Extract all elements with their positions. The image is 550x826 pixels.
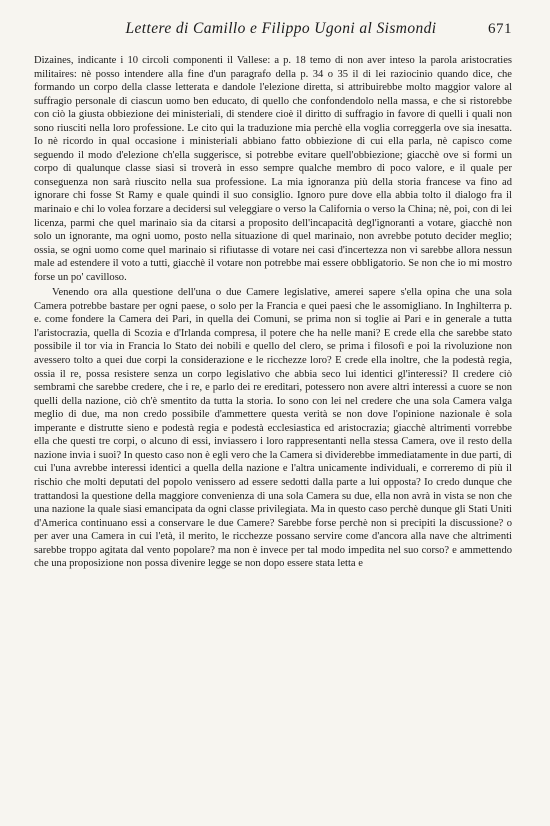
page-number: 671 (488, 21, 512, 37)
paragraph: Venendo ora alla questione dell'una o due Camere legislative, amerei sapere s'ella opina che una sola Camera potrebbe bastare per ogni paese, o solo per la Francia e quei paesi che le assomigliano. In Inghilterra p. e. come fondere la Camera dei Pari, in quella dei Comuni, se prima non si toglie ai Pari e in generale a tutta l'aristocrazia, quella di Scozia e d'Irlanda compresa, il potere che ha nelle mani? E crede ella che sarebbe stato possibile il tor via in Francia lo Stato dei nobili e quello del clero, se prima i filosofi e poi la rivoluzione non avessero tolto a quei due corpi la considerazione e le ricchezze loro? E crede ella inoltre, che la podestà regia, ossia il re, possa resistere senza un corpo legislativo che abbia seco lui identici gl'interessi? Il credere ciò sembrami che sarebbe credere, che i re, e parlo dei re ereditari, potessero non avere altri interessi a cuore se non quelli della nazione, ciò ch'è smentito da tutta la storia. Io sono con lei nel credere che una sola Camera valga meglio di due, ma non credo possibile d'ammettere questa verità se non dove l'opinione nazionale è sola imperante e distrutte sieno e podestà regia e podestà ecclesiastica ed aristocrazia; giacchè altrimenti vorrebbe ella che questi tre corpi, o alcuno di essi, inviassero i loro rappresentanti nella stessa Camera, ove il resto della nazione invia i suoi? In questo caso non è egli vero che la Camera si dividerebbe immediatamente in due parti, di cui l'una avrebbe interessi identici a quella della nazione e l'altra unicamente individuali, e correremo di più il rischio che molti deputati del popolo venissero ad essere sedotti dalla parte a lui opposta? Io credo dunque che trattandosi la questione della maggiore convenienza di una sola Camera su due, ella non avrà in vista se non che una nazione la quale siasi emancipata da ogni classe privilegiata. Ma in questo caso perchè dunque gli Stati Uniti d'America continuano essi a conservare le due Camere? Sarebbe forse perchè non si precipiti la discussione? o per aver una Camera in cui l'età, il merito, le ricchezze possano servire come d'ancora alla nave che altrimenti sarebbe troppo agitata dal vento popolare? ma non è invece per tal modo impedita nel suo corso? e ammettendo che una proposizione non possa divenire legge se non dopo essere stata letta e (34, 287, 512, 570)
body-text (34, 54, 512, 571)
paragraph: Dizaines, indicante i 10 circoli componenti il Vallese: a p. 18 temo di non aver inteso la parola aristocraties militaires: nè posso intendere alla fine d'un paragrafo della p. 34 o 35 il di lei raziocinio quando dice, che formando un corpo della classe letterata e dandole l'elezione diretta, si attribuirebbe molto maggior valore al suffragio personale di ciascun uomo ben educato, di quello che confondendolo nella massa, e che si ristorebbe con ciò la giusta obbiezione dei ministeriali, di stendere cioè il diritto di suffragio in favore di quelli i quali non sono riusciti nella loro professione. Le cito qui la traduzione mia perchè ella voglia correggerla ove sia inesatta. Io nè ricordo in qual occasione i ministeriali abbiano fatto obbiezione di cui ella parla, nè capisco come seguendo il modo d'elezione ch'ella suggerisce, si potrebbe evitare quell'obbiezione; giacchè ove si formi un corpo di qualunque classe siasi si troverà in esso sempre qualche membro di poco valore, e il quale per conseguenza non sarà riuscito nella sua professione. La mia ignoranza più della storia francese va fino ad ignorare chi fosse St Ramy e quale quindi il suo consiglio. Ignoro pure dove ella abbia tolto il dialogo fra il marinaio e chi lo volea forzare a decidersi sul veleggiare o verso la California o verso la China; nè, poi, con di lei licenza, parmi che quel marinaio sia da citarsi a proposito dell'incapacità degl'ignoranti a votare, giacchè non solo un ignorante, ma ogni uomo, posto nella situazione di quel marinaio, non avrebbe potuto decider meglio; ossia, se ogni uomo come quel marinaio si rifiutasse di votare nei casi d'incertezza non vi sarebbe allora nessun male ad estendere il voto a tutti, giacchè il votare non potrebbe mai essere obbligatorio. Se non che io mi mostro forse un po' cavilloso. (34, 55, 512, 283)
running-header (34, 20, 512, 42)
header-title: Lettere di Camillo e Filippo Ugoni al Sismondi (125, 20, 437, 37)
